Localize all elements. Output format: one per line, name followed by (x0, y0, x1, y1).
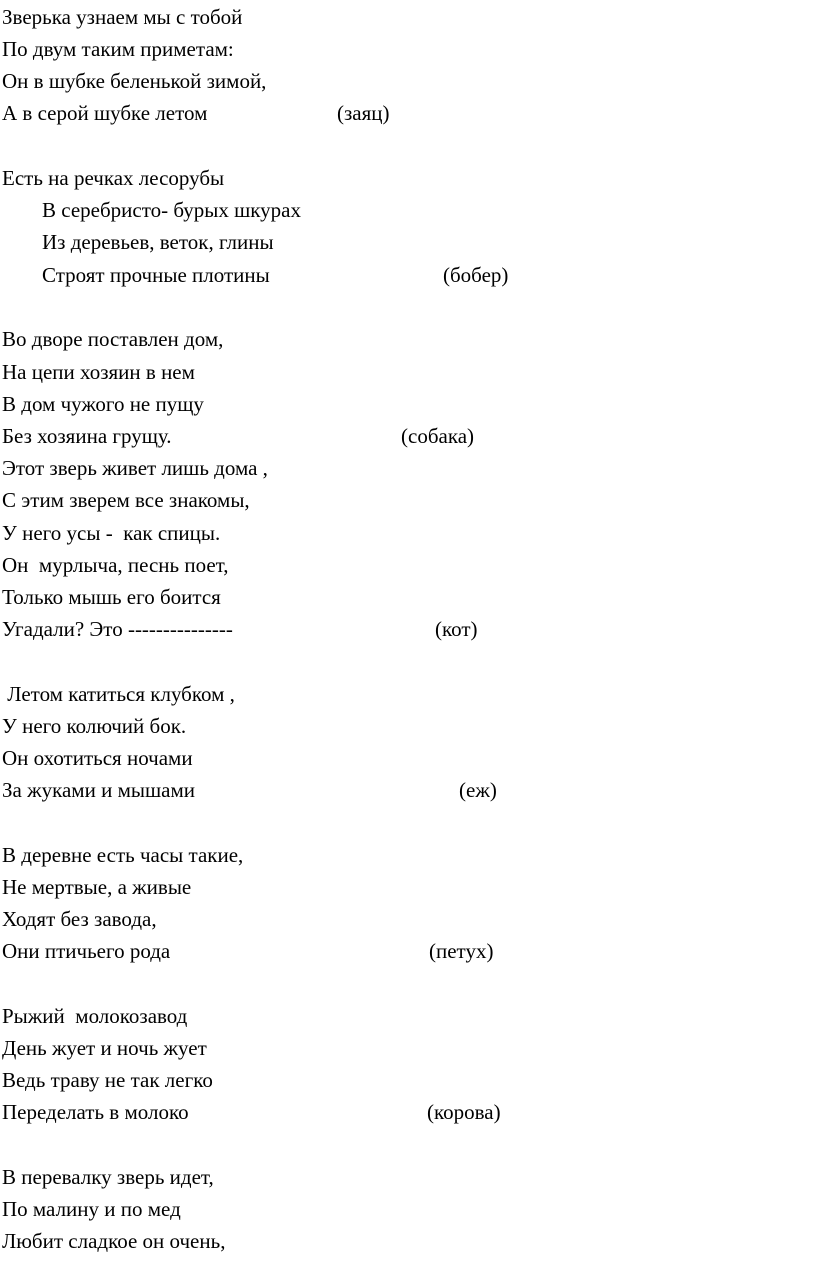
riddle-line: Ведь траву не так легко (2, 1068, 213, 1092)
riddle-line: За жуками и мышами (2, 778, 195, 802)
riddle-line: Они птичьего рода (2, 939, 171, 963)
riddle-line: Только мышь его боится (2, 585, 221, 609)
riddle-line: Зверька узнаем мы с тобой (2, 5, 243, 29)
riddle-line: В перевалку зверь идет, (2, 1165, 214, 1189)
riddle-line: Переделать в молоко (2, 1100, 189, 1124)
riddle-line: Строят прочные плотины (42, 263, 270, 287)
riddle-line: Из деревьев, веток, глины (42, 230, 274, 254)
riddle-answer: (бобер) (443, 263, 509, 287)
riddle-answer: (заяц) (337, 101, 390, 125)
riddle-answer: (еж) (459, 778, 497, 802)
riddle-line: Не мертвые, а живые (2, 875, 192, 899)
riddle-line: С этим зверем все знакомы, (2, 488, 250, 512)
riddle-line: Любит сладкое он очень, (2, 1229, 226, 1253)
riddle-line: Он в шубке беленькой зимой, (2, 69, 267, 93)
riddle-line: Ходят без завода, (2, 907, 157, 931)
riddle-line: Он охотиться ночами (2, 746, 193, 770)
riddle-line: Он мурлыча, песнь поет, (2, 553, 229, 577)
riddle-answer: (корова) (427, 1100, 501, 1124)
riddle-line: Есть на речках лесорубы (2, 166, 225, 190)
riddle-answer: (петух) (429, 939, 494, 963)
riddle-line: По двум таким приметам: (2, 37, 234, 61)
riddle-line: В деревне есть часы такие, (2, 843, 244, 867)
riddle-line: Летом катиться клубком , (2, 682, 235, 706)
riddle-line: На цепи хозяин в нем (2, 360, 195, 384)
riddle-line: В серебристо- бурых шкурах (42, 198, 302, 222)
riddle-line: Угадали? Это --------------- (2, 617, 233, 641)
riddle-line: По малину и по мед (2, 1197, 181, 1221)
riddle-line: В дом чужого не пущу (2, 392, 204, 416)
riddle-line: Без хозяина грущу. (2, 424, 172, 448)
riddle-line: День жует и ночь жует (2, 1036, 207, 1060)
riddle-line: А в серой шубке летом (2, 101, 208, 125)
riddle-line: Этот зверь живет лишь дома , (2, 456, 268, 480)
riddle-line: У него колючий бок. (2, 714, 187, 738)
riddle-line: Во дворе поставлен дом, (2, 327, 224, 351)
riddle-answer: (собака) (401, 424, 475, 448)
riddle-line: У него усы - как спицы. (2, 521, 221, 545)
riddle-answer: (кот) (435, 617, 478, 641)
riddle-line: Рыжий молокозавод (2, 1004, 188, 1028)
